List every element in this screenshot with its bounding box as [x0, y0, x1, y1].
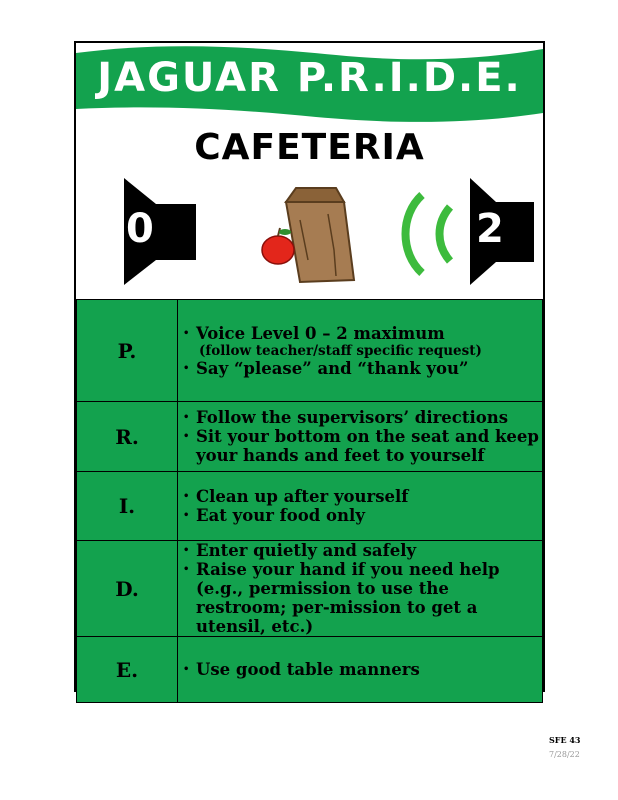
voice-level-min: 0: [126, 206, 154, 252]
table-row: [77, 637, 543, 703]
speaker-icon: [466, 174, 538, 289]
row-letter: E.: [77, 637, 178, 703]
poster-header: [76, 43, 543, 301]
rule-list: [182, 541, 542, 636]
poster-subtitle: CAFETERIA: [194, 127, 425, 168]
table-row: [77, 300, 543, 402]
poster-title: JAGUAR P.R.I.D.E.: [97, 55, 522, 101]
footer-date: 7/28/22: [549, 750, 580, 759]
table-row: [77, 472, 543, 541]
list-item: • Voice Level 0 – 2 maximum (follow teacher/staff specific request): [182, 324, 542, 359]
row-letter: D.: [77, 541, 178, 637]
rule-list: [182, 408, 542, 465]
row-letter: I.: [77, 472, 178, 541]
sound-wave-icon: [396, 191, 466, 277]
footer-code: SFE 43: [549, 735, 581, 745]
apple-icon: [260, 226, 296, 266]
row-letter: P.: [77, 300, 178, 402]
rules-table: [76, 299, 543, 703]
list-item: • Use good table manners: [182, 660, 542, 679]
poster: [74, 41, 545, 692]
list-item: • Enter quietly and safely: [182, 541, 542, 560]
rule-list: [182, 660, 542, 679]
rule-list: [182, 487, 542, 525]
list-item: • Eat your food only: [182, 506, 542, 525]
row-letter: R.: [77, 402, 178, 472]
voice-level-max: 2: [476, 206, 504, 252]
list-item: • Raise your hand if you need help (e.g., permission to use the restroom; per-mission to get a utensil, etc.): [182, 560, 542, 636]
table-row: [77, 402, 543, 472]
list-item: • Clean up after yourself: [182, 487, 542, 506]
rule-list: [182, 324, 542, 378]
list-item: • Follow the supervisors’ directions: [182, 408, 542, 427]
list-note: (follow teacher/staff specific request): [199, 342, 482, 359]
table-row: [77, 541, 543, 637]
list-item: • Say “please” and “thank you”: [182, 359, 542, 378]
list-item: • Sit your bottom on the seat and keep your hands and feet to yourself: [182, 427, 542, 465]
speaker-icon: [120, 174, 200, 289]
